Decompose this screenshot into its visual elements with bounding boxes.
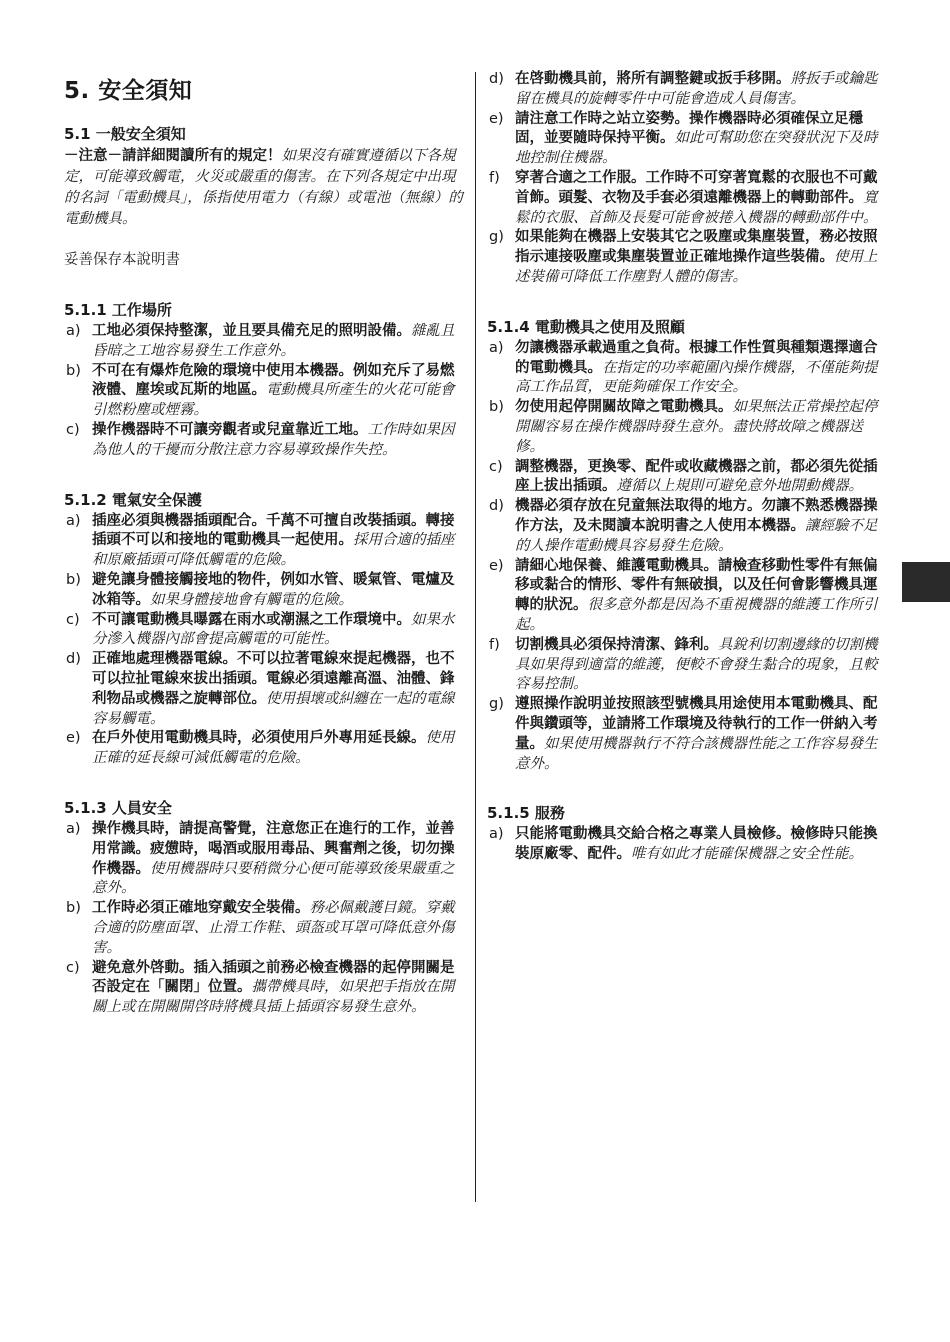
item-bold-text: 在戶外使用電動機具時，必須使用戶外專用延長線。 <box>92 730 426 747</box>
item-letter: e) <box>489 110 504 127</box>
item-letter: g) <box>489 696 504 713</box>
item-letter: a) <box>66 323 81 339</box>
item-letter: b) <box>66 362 81 379</box>
item-letter: b) <box>66 571 81 588</box>
subsection-heading: 5.1.5 服務 <box>487 804 565 823</box>
item-italic-text: 使用損壞或糾纏在一起的電線容易觸電。 <box>92 690 455 727</box>
subsection <box>487 802 887 865</box>
item-bold-text: 操作機具時，請提高警覺，注意您正在進行的工作，並善用常識。疲憊時，喝酒或服用毒品、興奮劑之後，切勿操作機器。 <box>92 820 455 877</box>
item-italic-text: 唯有如此才能確保機器之安全性能。 <box>631 846 863 863</box>
subsection-list <box>487 825 887 865</box>
item-bold-text: 切割機具必須保持清潔、鋒利。 <box>515 636 718 653</box>
item-bold-text: 工地必須保持整潔，並且要具備充足的照明設備。 <box>92 323 411 339</box>
item-italic-text: 具銳利切割邊緣的切割機具如果得到適當的維護，便較不會發生黏合的現象，且較容易控制。 <box>515 636 878 693</box>
item-italic-text: 遵循以上規則可避免意外地開動機器。 <box>616 478 863 495</box>
item-letter: b) <box>66 900 81 917</box>
item-bold-text: 正確地處理機器電線。不可以拉著電線來提起機器，也不可以拉扯電線來拔出插頭。電線必須遠離高溫、油體、鋒利物品或機器之旋轉部位。 <box>92 651 455 707</box>
general-warning <box>64 146 464 230</box>
subsection <box>487 316 887 775</box>
subsection <box>64 299 464 461</box>
item-italic-text: 很多意外都是因為不重視機器的維護工作所引起。 <box>515 597 878 633</box>
item-bold-text: 避免讓身體接觸接地的物件，例如水管、暖氣管、電爐及冰箱等。 <box>92 571 455 608</box>
list-item <box>487 339 887 398</box>
item-italic-text: 使用上述裝備可降低工作塵對人體的傷害。 <box>515 249 878 285</box>
item-italic-text: 雜亂且昏暗之工地容易發生工作意外。 <box>92 323 455 359</box>
item-bold-text: 機器必須存放在兒童無法取得的地方。勿讓不熟悉機器操作方法，及未閱讀本說明書之人使用本機器。 <box>515 498 878 534</box>
item-bold-text: 穿著合適之工作服。工作時不可穿著寬鬆的衣服也不可戴首飾。頭髮、衣物及手套必須遠離機器上的轉動部件。 <box>515 169 878 206</box>
item-bold-text: 只能將電動機具交給合格之專業人員檢修。檢修時只能換裝原廠零、配件。 <box>515 826 878 863</box>
list-item <box>487 458 887 498</box>
item-letter: c) <box>489 458 503 475</box>
item-letter: a) <box>489 339 504 356</box>
item-bold-text: 不可讓電動機具曝露在雨水或潮濕之工作環境中。 <box>92 611 411 628</box>
item-letter: a) <box>66 512 81 529</box>
item-bold-text: 勿使用起停開關故障之電動機具。 <box>515 399 733 416</box>
item-letter: a) <box>489 826 504 843</box>
item-letter: d) <box>489 71 504 87</box>
item-letter: f) <box>489 169 500 186</box>
list-item <box>487 398 887 457</box>
page-title: 5. 安全須知 <box>64 78 193 104</box>
item-letter: e) <box>489 557 504 574</box>
item-bold-text: 操作機器時不可讓旁觀者或兒童靠近工地。 <box>92 421 368 438</box>
item-letter: g) <box>489 229 504 246</box>
item-italic-text: 如果身體接地會有觸電的危險。 <box>150 591 353 608</box>
list-item <box>64 611 464 651</box>
item-italic-text: 如此可幫助您在突發狀況下及時地控制住機器。 <box>515 130 878 167</box>
subsection-list <box>487 339 887 775</box>
item-italic-text: 寬鬆的衣服、首飾及長髮可能會被捲入機器的轉動部件中。 <box>515 189 878 226</box>
keep-manual-note: 妥善保存本說明書 <box>64 252 180 268</box>
subsection <box>64 489 464 769</box>
item-italic-text: 攜帶機具時，如果把手指放在開關上或在開關開啓時將機具插上插頭容易發生意外。 <box>92 979 455 1016</box>
item-bold-text: 不可在有爆炸危險的環境中使用本機器。例如充斥了易燃液體、塵埃或瓦斯的地區。 <box>92 362 455 399</box>
list-item <box>487 70 887 110</box>
item-letter: e) <box>66 730 81 747</box>
item-bold-text: 遵照操作說明並按照該型號機具用途使用本電動機具、配件與鑽頭等，並請將工作環境及待執行的工作一併納入考量。 <box>515 696 878 752</box>
list-item <box>64 959 464 1018</box>
item-letter: c) <box>66 421 80 438</box>
item-italic-text: 將扳手或鑰匙留在機具的旋轉零件中可能會造成人員傷害。 <box>515 71 878 107</box>
item-letter: b) <box>489 399 504 416</box>
list-item <box>64 322 464 362</box>
subsection-heading: 5.1.3 人員安全 <box>64 798 172 817</box>
item-bold-text: 請注意工作時之站立姿勢。操作機器時必須確保立足穩固，並要隨時保持平衡。 <box>515 110 863 147</box>
left-column <box>64 72 464 1018</box>
item-italic-text: 如果使用機器執行不符合該機器性能之工作容易發生意外。 <box>515 735 878 772</box>
item-bold-text: 如果能夠在機器上安裝其它之吸塵或集塵裝置，務必按照指示連接吸塵或集塵裝置並正確地操作這些裝備。 <box>515 229 878 266</box>
list-item <box>487 228 887 287</box>
personal-safety-continued-list <box>487 70 887 288</box>
item-italic-text: 務必佩戴護目鏡。穿戴合適的防塵面罩、止滑工作鞋、頭盔或耳罩可降低意外傷害。 <box>92 900 455 956</box>
item-letter: d) <box>489 498 504 515</box>
item-letter: c) <box>66 959 80 976</box>
item-bold-text: 在啓動機具前，將所有調整鍵或扳手移開。 <box>515 71 791 87</box>
list-item <box>487 636 887 695</box>
list-item <box>64 421 464 461</box>
language-thumb-tab <box>902 562 950 602</box>
item-letter: c) <box>66 611 80 628</box>
item-italic-text: 使用正確的延長線可減低觸電的危險。 <box>92 730 455 767</box>
list-item <box>64 820 464 899</box>
item-bold-text: 勿讓機器承載過重之負荷。根據工作性質與種類選擇適合的電動機具。 <box>515 339 878 376</box>
item-italic-text: 如果無法正常操控起停開關容易在操作機器時發生意外。盡快將故障之機器送修。 <box>515 399 878 455</box>
subsection-list <box>64 512 464 769</box>
right-sections <box>487 316 887 865</box>
list-item <box>64 650 464 729</box>
subsection-list <box>64 322 464 461</box>
item-letter: f) <box>489 636 500 653</box>
list-item <box>487 497 887 556</box>
list-item <box>64 512 464 571</box>
item-italic-text: 電動機具所產生的火花可能會引燃粉塵或煙霧。 <box>92 382 455 419</box>
item-bold-text: 請細心地保養、維護電動機具。請檢查移動性零件有無偏移或黏合的情形、零件有無破損，以及任何會影響機具運轉的狀況。 <box>515 557 878 614</box>
list-item <box>64 362 464 421</box>
subsection-heading: 5.1.1 工作場所 <box>64 301 172 319</box>
item-italic-text: 如果水分滲入機器內部會提高觸電的可能性。 <box>92 611 455 648</box>
list-item <box>64 571 464 611</box>
list-item <box>64 899 464 958</box>
left-sections <box>64 299 464 1018</box>
list-item <box>487 110 887 169</box>
subsection-list <box>64 820 464 1018</box>
subsection <box>64 797 464 1018</box>
right-column <box>487 70 887 865</box>
warning-italic-text: 如果沒有確實遵循以下各規定，可能導致觸電，火災或嚴重的傷害。在下列各規定中出現的名詞「電動機具」，係指使用電力（有線）或電池（無線）的電動機具。 <box>64 148 463 227</box>
item-italic-text: 採用合適的插座和原廠插頭可降低觸電的危險。 <box>92 532 455 569</box>
item-letter: a) <box>66 820 81 837</box>
section-5-1-heading: 5.1 一般安全須知 <box>64 125 186 143</box>
warning-bold-text: －注意－請詳細閱讀所有的規定！ <box>64 148 282 164</box>
subsection-heading: 5.1.2 電氣安全保護 <box>64 490 202 509</box>
list-item <box>487 557 887 636</box>
list-item <box>487 825 887 865</box>
subsection-heading: 5.1.4 電動機具之使用及照顧 <box>487 317 685 336</box>
list-item <box>487 695 887 774</box>
item-letter: d) <box>66 651 81 668</box>
item-italic-text: 在指定的功率範圍內操作機器，不僅能夠提高工作品質，更能夠確保工作安全。 <box>515 359 878 396</box>
list-item <box>64 729 464 769</box>
column-divider <box>475 72 476 1202</box>
item-bold-text: 工作時必須正確地穿戴安全裝備。 <box>92 900 310 917</box>
item-italic-text: 使用機器時只要稍微分心便可能導致後果嚴重之意外。 <box>92 860 455 897</box>
item-italic-text: 讓經驗不足的人操作電動機具容易發生危險。 <box>515 517 878 554</box>
list-item <box>487 169 887 228</box>
item-bold-text: 避免意外啓動。插入插頭之前務必檢查機器的起停開關是否設定在「關閉」位置。 <box>92 959 455 996</box>
item-italic-text: 工作時如果因為他人的干擾而分散注意力容易導致操作失控。 <box>92 421 455 458</box>
item-bold-text: 調整機器，更換零、配件或收藏機器之前，都必須先從插座上拔出插頭。 <box>515 458 878 495</box>
item-bold-text: 插座必須與機器插頭配合。千萬不可擅自改裝插頭。轉接插頭不可以和接地的電動機具一起使用。 <box>92 512 455 549</box>
